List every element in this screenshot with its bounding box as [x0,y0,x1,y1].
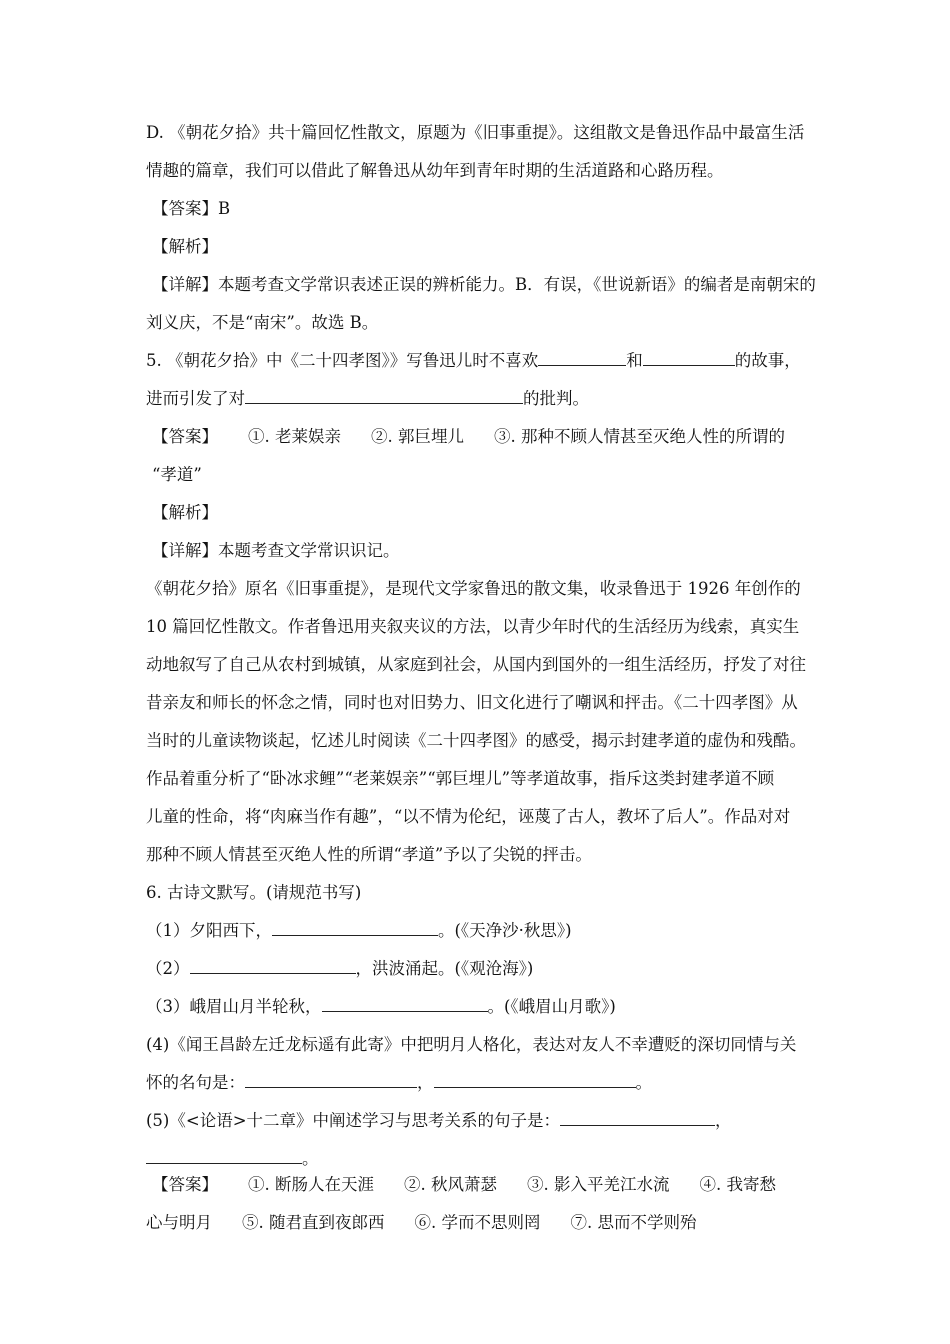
analysis-5-heading: 【解析】 [152,503,218,522]
answer-blank[interactable] [272,919,438,936]
paragraph-line: 当时的儿童读物谈起，忆述儿时阅读《二十四孝图》的感受，揭示封建孝道的虚伪和残酷。 [146,731,806,750]
answer-5-continued: “孝道” [152,465,202,484]
question-5-and: 和 [626,351,643,370]
answer-option: 心与明月 [146,1213,212,1232]
sub-question-4-line-2 [146,1071,814,1095]
question-6-title: 6. 古诗文默写。(请规范书写) [146,883,362,902]
answer-tag: 【答案】 [152,1175,218,1194]
explanation-4-line-2: 刘义庆，不是“南宋”。故选 B。 [146,313,379,332]
paragraph-line: 儿童的性命，将“肉麻当作有趣”，“以不情为伦纪，诬蔑了古人，教坏了后人”。作品对对 [146,807,791,826]
paragraph-line: 动地叙写了自己从农村到城镇，从家庭到社会，从国内到国外的一组生活经历，抒发了对往 [146,655,806,674]
question-5-line-1 [146,349,814,373]
question-5-text-2: 进而引发了对 [146,389,245,408]
answer-blank[interactable] [245,1071,417,1088]
answer-option: ①. 断肠人在天涯 [248,1175,374,1194]
option-d-line-1: D. 《朝花夕拾》共十篇回忆性散文，原题为《旧事重提》。这组散文是鲁迅作品中最富生活 [146,123,805,142]
sub-question-comma: ， [417,1073,434,1092]
question-5-suffix-2: 的批判。 [523,389,589,408]
answer-blank[interactable] [643,349,735,366]
answer-option: ⑥. 学而不思则罔 [414,1213,541,1232]
sub-question-4-line-1: (4)《闻王昌龄左迁龙标遥有此寄》中把明月人格化，表达对友人不幸遭贬的深切同情与关 [146,1035,797,1054]
sub-question-5-line-1 [146,1109,814,1133]
paragraph-line: 昔亲友和师长的怀念之情，同时也对旧势力、旧文化进行了嘲讽和抨击。《二十四孝图》从 [146,693,798,712]
sub-question-text: 怀的名句是： [146,1073,245,1092]
question-5-suffix: 的故事， [734,351,801,370]
sub-question-comma: ， [715,1111,732,1130]
sub-question-period: 。 [635,1073,652,1092]
paragraph-line: 《朝花夕拾》原名《旧事重提》，是现代文学家鲁迅的散文集，收录鲁迅于 1926 年创作的 [146,579,801,598]
answer-option: ②. 郭巨埋儿 [371,427,464,446]
option-d-line-2: 情趣的篇章，我们可以借此了解鲁迅从幼年到青年时期的生活道路和心路历程。 [146,161,724,180]
answer-blank[interactable] [245,387,523,404]
answer-tag: 【答案】 [152,427,218,446]
analysis-4-heading: 【解析】 [152,237,218,256]
sub-question-2 [146,957,814,981]
sub-question-1 [146,919,814,943]
answer-6 [152,1173,820,1197]
answer-option: ③. 影入平羌江水流 [527,1175,670,1194]
answer-option: ③. 那种不顾人情甚至灭绝人性的所谓的 [494,427,785,446]
sub-question-text: （1）夕阳西下， [146,921,272,940]
answer-option: ⑦. 思而不学则殆 [570,1213,697,1232]
paragraph-line: 作品着重分析了“卧冰求鲤”“老莱娱亲”“郭巨埋儿”等孝道故事，指斥这类封建孝道不顾 [146,769,775,788]
paragraph-line: 那种不顾人情甚至灭绝人性的所谓“孝道”予以了尖锐的抨击。 [146,845,592,864]
answer-blank[interactable] [538,349,626,366]
paragraph-line: 10 篇回忆性散文。作者鲁迅用夹叙夹议的方法，以青少年时代的生活经历为线索，真实生 [146,617,800,636]
answer-5 [152,425,820,449]
answer-blank[interactable] [146,1147,302,1164]
answer-blank[interactable] [560,1109,715,1126]
answer-blank[interactable] [322,995,488,1012]
sub-question-text: （2） [146,959,190,978]
question-5-text: 5. 《朝花夕拾》中《二十四孝图》》写鲁迅儿时不喜欢 [146,351,539,370]
answer-blank[interactable] [434,1071,636,1088]
answer-blank[interactable] [190,957,356,974]
sub-question-3 [146,995,814,1019]
question-5-line-2 [146,387,814,411]
explanation-4-line-1: 【详解】本题考查文学常识表述正误的辨析能力。B．有误，《世说新语》的编者是南朝宋的 [152,275,816,294]
sub-question-source: 。(《天净沙·秋思》) [438,921,572,940]
answer-option: ②. 秋风萧瑟 [404,1175,497,1194]
explanation-5: 【详解】本题考查文学常识识记。 [152,541,400,560]
sub-question-source: ，洪波涌起。(《观沧海》) [355,959,534,978]
sub-question-source: 。(《峨眉山月歌》) [487,997,616,1016]
sub-question-5-line-2 [146,1147,814,1171]
sub-question-text: （3）峨眉山月半轮秋， [146,997,322,1016]
answer-option: ①. 老莱娱亲 [248,427,341,446]
sub-question-period: 。 [302,1149,319,1168]
answer-option: ④. 我寄愁 [699,1175,776,1194]
sub-question-text: (5)《<论语>十二章》中阐述学习与思考关系的句子是： [146,1111,561,1130]
answer-6-continued [146,1211,814,1235]
answer-4: 【答案】B [152,199,231,218]
answer-option: ⑤. 随君直到夜郎西 [242,1213,385,1232]
